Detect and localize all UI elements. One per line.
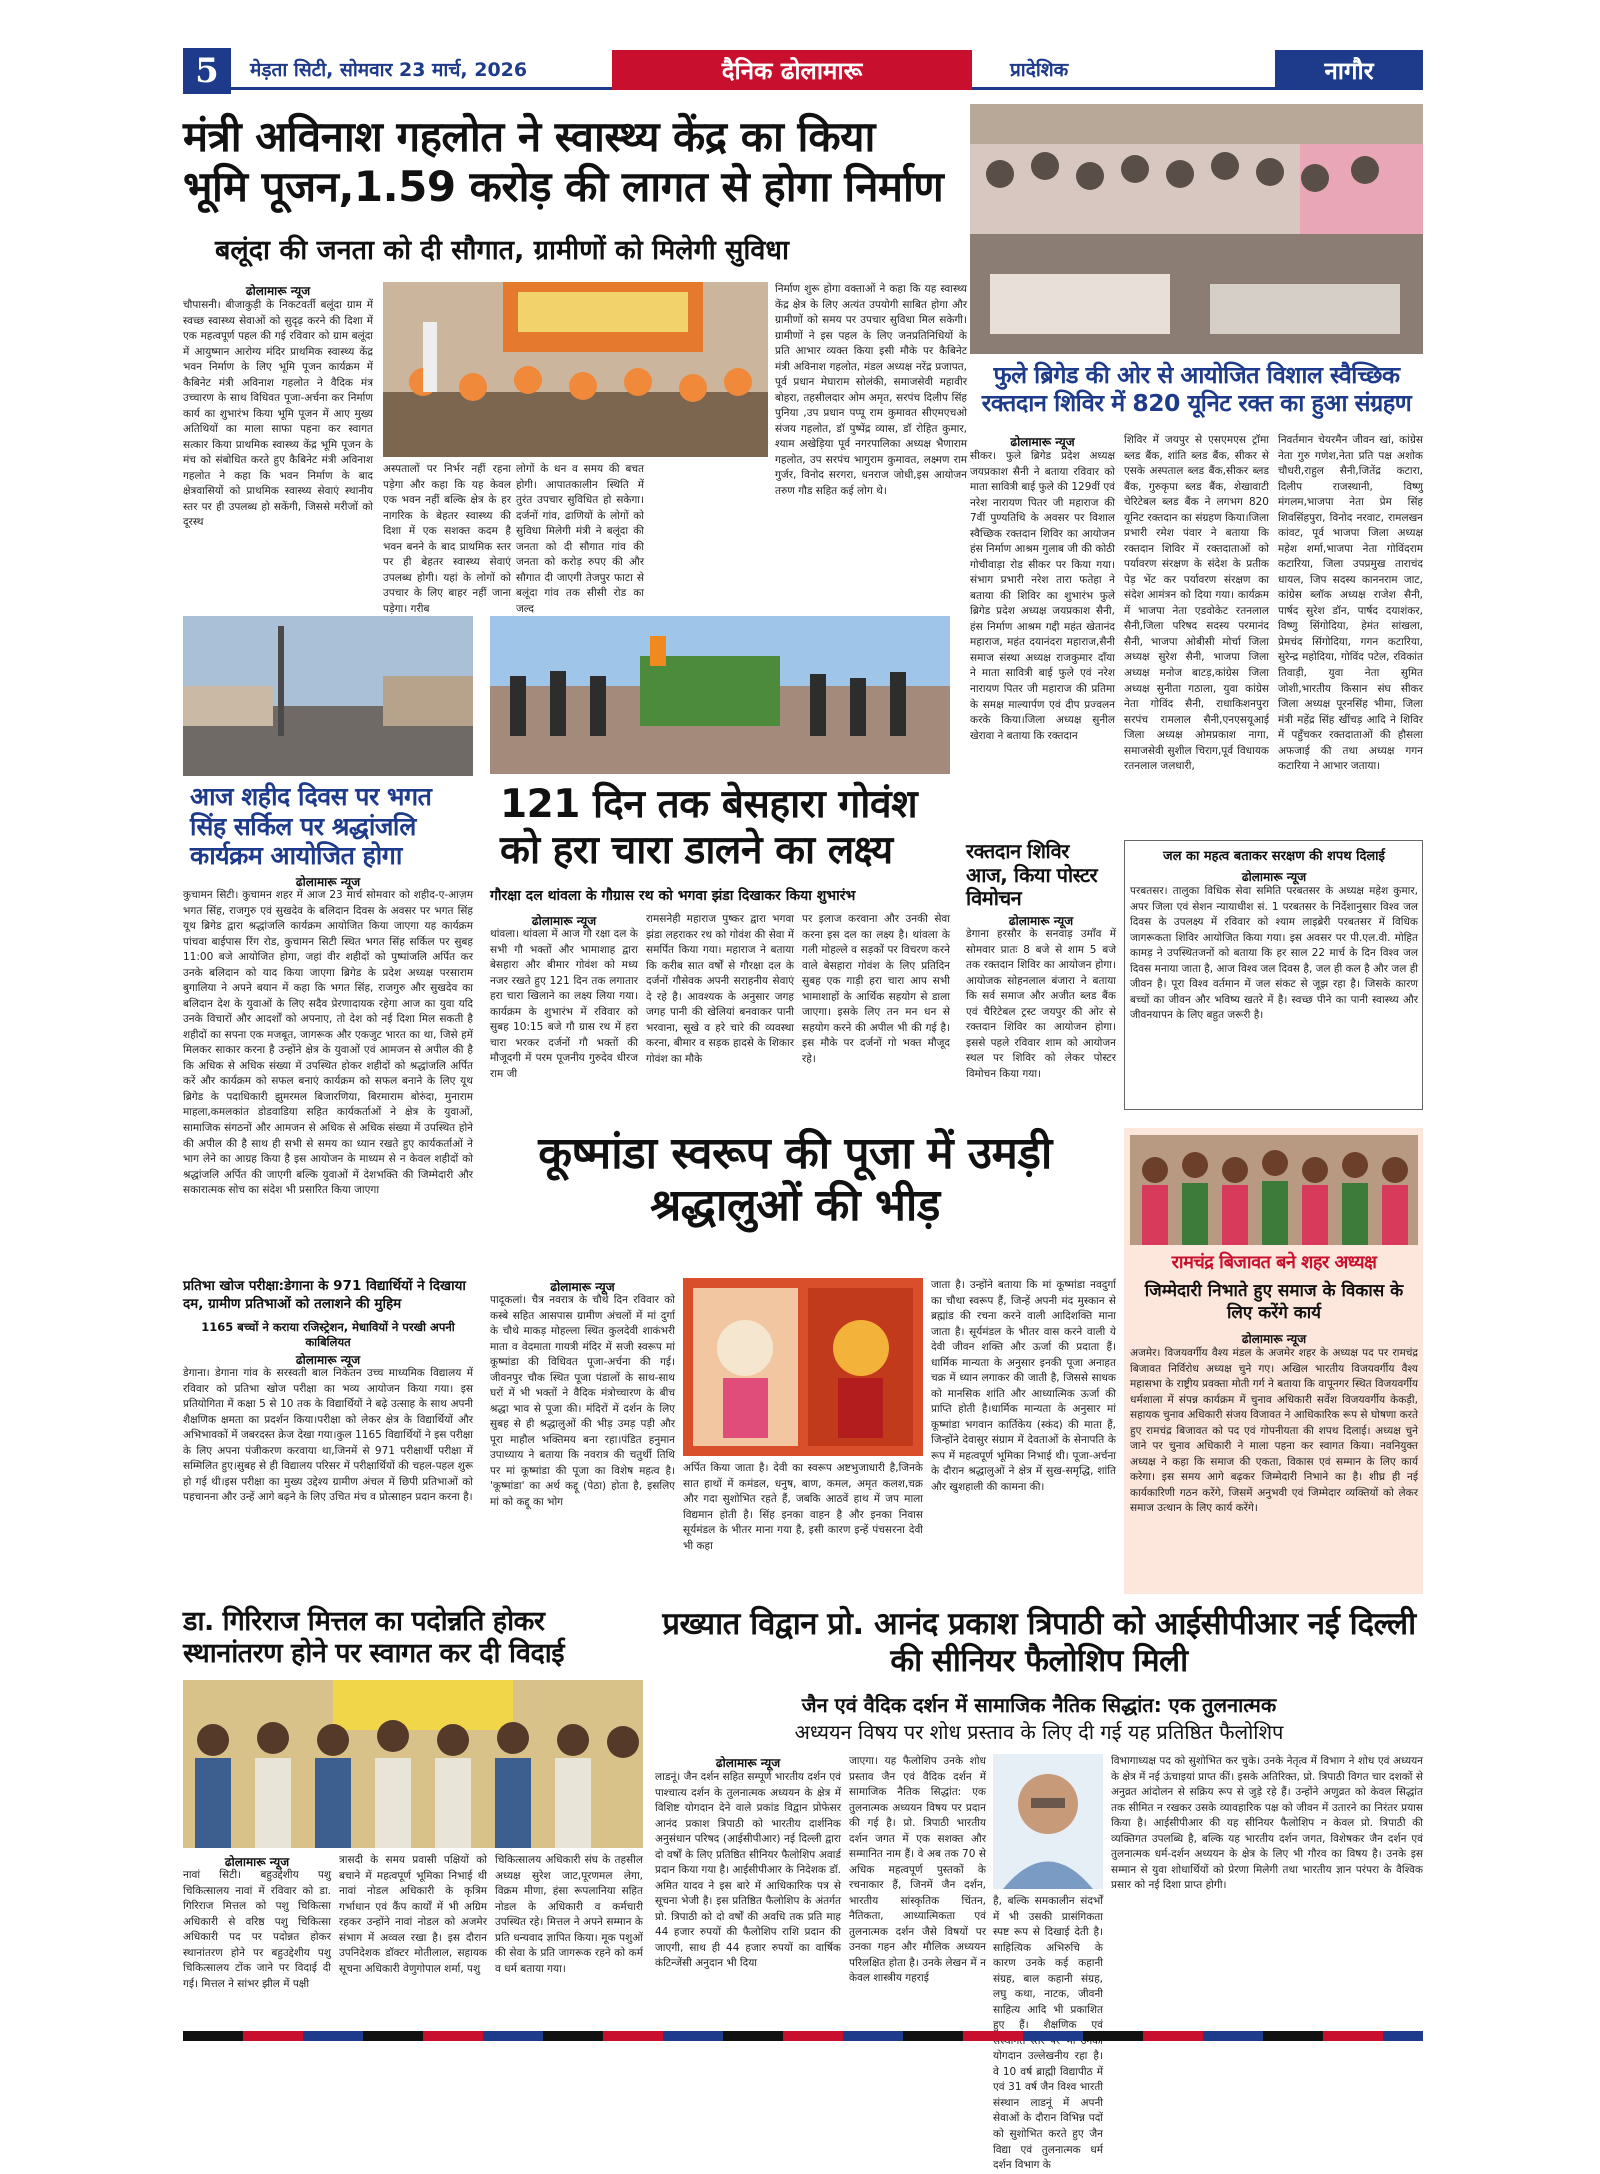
tripathi-subhead-2: अध्ययन विषय पर शोध प्रस्ताव के लिए दी गई यह प्रतिष्ठित फैलोशिप [794, 1720, 1284, 1744]
poster-text: डेगाना हरसौर के सनवाड़ उमाँव में सोमवार प्रातः 8 बजे से शाम 5 बजे तक रक्तदान शिविर का आयोजन होगा।आयोजक सोहनलाल बंजारा ने बताया कि सर्व समाज और अजीत ब्लड बैंक एवं चैरिटेबल ट्रस्ट जयपुर की ओर से रक्तदान शिविर का आयोजन होगा। इससे पहले रविवार शाम को आयोजन स्थल पर शिविर को लेकर पोस्टर विमोचन किया गया। [966, 928, 1116, 1080]
gauvansh-col-2: रामसनेही महाराज पुष्कर द्वारा भगवा झंडा लहराकर रथ को गोवंश की सेवा में समर्पित किया गया। महाराज ने बताया कि करीब सात वर्षों से गौरक्षा दल के दर्जनों गौसेवक अपनी सराहनीय सेवाएं दे रहे है। आवश्यक के अनुसार जगह जगह पानी की खेलियां बनवाकर पानी भरवाना, सूखे व हरे चारे की व्यवस्था करना, बीमार व सड़क हादसे के शिकार गोवंश का मौके [646, 913, 794, 1065]
pratibha-byline: ढोलामारू न्यूज [295, 1353, 361, 1367]
gauvansh-byline: ढोलामारू न्यूज [531, 914, 597, 928]
tripathi-col-3: है, बल्कि समकालीन संदर्भों में भी उसकी प्रासंगिकता स्पष्ट रूप से दिखाई देती है। साहित्यिक अभिरुचि के कारण उनके कई कहानी संग्रह, बाल कहानी संग्रह, लघु कथा, नाटक, जीवनी साहित्य आदि भी प्रकाशित हुए हैं। शैक्षणिक एवं योगदान उल्लेखनीय रहा है। वे 10 वर्ष ब्राह्मी विद्यापीठ में एवं 31 वर्ष जैन विश्व भारती संस्थान लाडनूं में अपनी सेवाओं के दौरान विभिन्न पदों को सुशोभित करते हुए जैन विद्या एवं तुलनात्मक धर्म दर्शन विभाग के [993, 1895, 1103, 2172]
tripathi-portrait [993, 1754, 1103, 1889]
kushmanda-col-3: जाता है। उन्होंने बताया कि मां कूष्मांडा नवदुर्गा का चौथा स्वरूप हैं, जिन्हें अपनी मंद मुस्कान से ब्रह्मांड की रचना करने वाली आदिशक्ति माना जाता है। सूर्यमंडल के भीतर वास करने वाली ये देवी जीवन शक्ति और ऊर्जा की प्रदाता हैं। धार्मिक मान्यता के अनुसार इनकी पूजा अनाहत चक्र में ध्यान लगाकर की जाती है, जिससे साधक को मानसिक शांति और आध्यात्मिक ऊर्जा की प्राप्ति होती है।धार्मिक मान्यता के अनुसार मां कूष्मांडा भगवान कार्तिकेय (स्कंद) की माता हैं, जिन्होंने देवासुर संग्राम में देवताओं के सेनापति के रूप में महत्वपूर्ण भूमिका निभाई थी। पूजा-अर्चना के दौरान श्रद्धालुओं ने क्षेत्र में सुख-समृद्धि, शांति और खुशहाली की कामना की। [931, 1279, 1116, 1493]
jal-byline: ढोलामारू न्यूज [1241, 870, 1307, 884]
gauvansh-col-1: थांवला। थांवला में आज गौ रक्षा दल के सभी गौ भक्तों और भामाशाह द्वारा बेसहारा और बीमार गोवंश को मध्य नजर रखते हुए 121 दिन तक लगातार हरा चारा खिलाने का लक्ष्य लिया गया। कार्यक्रम के शुभारंभ में रविवार को सुबह 10:15 बजे गौ ग्रास रथ में हरा चारा भरकर दर्जनों गौ भक्तों की मौजूदगी में परम पूजनीय गुरुदेव धीरज राम जी [490, 928, 638, 1080]
gauvansh-headline: 121 दिन तक बेसहारा गोवंश को हरा चारा डालने का लक्ष्य [500, 782, 918, 874]
tripathi-col-4: विभागाध्यक्ष पद को सुशोभित कर चुके। उनके नेतृत्व में विभाग ने शोध एवं अध्ययन के क्षेत्र में नई ऊंचाइयां प्राप्त कीं। इसके अतिरिक्त, प्रो. त्रिपाठी विगत चार दशकों से अनुव्रत आंदोलन से सक्रिय रूप से जुड़े रहे हैं। उन्होंने अणुव्रत को केवल सिद्धांत तक सीमित न रखकर उसके व्यावहारिक पक्ष को जीवन में उतारने का निरंतर प्रयास किया है। आईसीपीआर की यह सीनियर फैलोशिप न केवल प्रो. त्रिपाठी की व्यक्तिगत उपलब्धि है, बल्कि यह भारतीय दर्शन जगत, विशेषकर जैन दर्शन एवं तुलनात्मक धर्म-दर्शन अध्ययन के क्षेत्र के लिए भी गौरव का विषय है। उनके इस सम्मान से युवा शोधार्थियों को प्रेरणा मिलेगी तथा भारतीय ज्ञान परंपरा के वैश्विक प्रसार को नई दिशा प्राप्त होगी। [1111, 1755, 1423, 1892]
shaheed-byline: ढोलामारू न्यूज [295, 875, 361, 889]
lead-headline: मंत्री अविनाश गहलोत ने स्वास्थ्य केंद्र का किया भूमि पूजन,1.59 करोड़ की लागत से होगा निर्माण [183, 112, 944, 211]
tripathi-subhead-1: जैन एवं वैदिक दर्शन में सामाजिक नैतिक सिद्धांत: एक तुलनात्मक [801, 1693, 1277, 1717]
lead-byline: ढोलामारू न्यूज [245, 284, 311, 298]
mittal-col-3: चिकित्सालय अधिकारी संघ के तहसील अध्यक्ष सुरेश जाट,पूरणमल लेगा, विक्रम मीणा, हंसा रूपलानिया सहित नोडल के अधिकारी व कर्मचारी उपस्थित रहे। मित्तल ने अपने सम्मान के प्रति धन्यवाद ज्ञापित किया। मूक पशुओं की सेवा के प्रति जागरूक रहने को कर्म व धर्म बताया गया। [495, 1854, 643, 1975]
mittal-col-2: त्रासदी के समय प्रवासी पक्षियों को बचाने में महत्वपूर्ण भूमिका निभाई थी नावां नोडल अधिकारी के कृत्रिम गर्भाधान एवं कैंप कार्यों में भी अग्रिम रहकर उन्होंने नावां नोडल को अजमेर संभाग में अव्वल रखा है। इस दौरान उपनिदेशक डॉक्टर मोतीलाल, सहायक सूचना अधिकारी वेणुगोपाल शर्मा, पशु [339, 1854, 487, 1975]
lead-col-2: अस्पतालों पर निर्भर नहीं रहना पड़ेगा और कहा कि यह केवल एक भवन नहीं बल्कि क्षेत्र के हर नागरिक के बेहतर स्वास्थ्य की दिशा में एक सशक्त कदम है भवन बनने के बाद प्राथमिक स्तर पर ही बेहतर स्वास्थ्य सेवाएं उपलब्ध होगी। यहां के लोगों को उपचार के लिए बाहर नहीं जाना पड़ेगा। गरीब [383, 463, 511, 615]
gauvansh-subhead: गौरक्षा दल थांवला के गौग्रास रथ को भगवा झंडा दिखाकर किया शुभारंभ [490, 888, 856, 904]
ramchandra-photo [1130, 1135, 1418, 1245]
tripathi-col-2: जाएगा। यह फैलोशिप उनके शोध प्रस्ताव जैन एवं वैदिक दर्शन में सामाजिक नैतिक सिद्धांत: एक तुलनात्मक अध्ययन विषय पर प्रदान की गई है। प्रो. त्रिपाठी भारतीय दर्शन जगत में एक सशक्त और सम्मानित नाम हैं। वे अब तक 70 से अधिक महत्वपूर्ण पुस्तकों के रचनाकार हैं, जिनमें जैन दर्शन, भारतीय सांस्कृतिक चिंतन, नैतिकता, आध्यात्मिकता एवं तुलनात्मक दर्शन जैसे विषयों पर उनका गहन और मौलिक अध्ययन परिलक्षित होता है। उनके लेखन में न केवल शास्त्रीय गहराई [849, 1755, 986, 1985]
pratibha-subhead: 1165 बच्चों ने कराया रजिस्ट्रेशन, मेधावियों ने परखी अपनी काबिलियत [201, 1320, 455, 1349]
blood-col-3: निवर्तमान चेयरमैन जीवन खां, कांग्रेस नेता गुरु गणेश,नेता प्रति पक्ष अशोक चौधरी,राहुल सैनी,जितेंद्र कटारा, दिलीप राजस्थानी, विष्णु मंगलम,भाजपा नेता प्रेम सिंह शिवसिंहपुरा, विनोद नरवाट, रामलखन कांवट, पूर्व भाजपा जिला अध्यक्ष महेश शर्मा,भाजपा नेता गोविंदराम कटारिया, जिला उपप्रमुख ताराचंद धायल, जिप सदस्य काननराम जाट, कांग्रेस ब्लॉक अध्यक्ष राजेश सैनी, पार्षद सुरेश डॉन, पार्षद दयाशंकर, विष्णु सिंगोदिया, हेमंत सांखला, प्रेमचंद सिंगोदिया, गगन कटारिया, सुरेन्द्र महोदिया, गोविंद पटेल, रविकांत तिवाड़ी, युवा नेता सुमित जोशी,भारतीय किसान संघ सीकर जिला अध्यक्ष पूरनसिंह भीमा, जिला मंत्री महेंद्र सिंह खींचड़ आदि ने शिविर में पहुँचकर रक्तदाताओं की हौसला अफजाई की तथा अध्यक्ष गगन कटारिया ने आभार जताया। [1278, 434, 1423, 773]
newspaper-name: दैनिक ढोलामारू [612, 50, 972, 90]
lead-subhead: बलूंदा की जनता को दी सौगात, ग्रामीणों को मिलेगी सुविधा [215, 235, 790, 266]
jal-text: परबतसर। तालुका विधिक सेवा समिति परबतसर के अध्यक्ष महेश कुमार, अपर जिला एवं सेशन न्यायाधीश सं. 1 परबतसर के निर्देशानुसार विश्व जल दिवस के उपलक्ष्य में रविवार को श्याम लाइब्रेरी परबतसर में विधिक जागरूकता शिविर आयोजित किया गया। इस अवसर पर पी.एल.वी. मोहित कामड़ ने उपस्थितजनों को बताया कि हर साल 22 मार्च के दिन विश्व जल दिवस मनाया जाता है, आज विश्व जल दिवस है, जल ही कल है और जल ही जीवन है। पूरा विश्व वर्तमान में जल संकट से जूझ रहा है। जिसके कारण बच्चों का जीवन और भविष्य खतरे में है। स्वच्छ पीने का पानी स्वास्थ्य और जीवनयापन के लिए बहुत जरूरी है। [1130, 885, 1418, 1022]
blood-col-1: सीकर। फुले ब्रिगेड प्रदेश अध्यक्ष जयप्रकाश सैनी ने बताया रविवार को माता सावित्री बाई फुले की 129वीं एवं नरेश नारायण पितर जी महाराज की 7वीं पुण्यतिथि के अवसर पर विशाल स्वैच्छिक रक्तदान शिविर का आयोजन हंस निर्माण आश्रम गुलाब जी की कोठी गोचीवाड़ा रोड सीकर पर किया गया। संभाग प्रभारी नरेश तारा फतेहा ने बताया की शिविर का शुभारंभ फुले ब्रिगेड प्रदेश अध्यक्ष जयप्रकाश सैनी, हंस निर्माण आश्रम गद्दी महंत खेतानंद महाराज, महंत दयानंदरा महाराज,सैनी समाज संस्था अध्यक्ष राजकुमार दाँया ने माता सावित्री बाई फुले एवं नरेश नारायण पितर जी महाराज की प्रतिमा के समक्ष माल्यार्पण एवं दीप प्रज्वलन करके किया।जिला अध्यक्ष सुनील खेरावा ने बताया कि रक्तदान [970, 450, 1115, 742]
poster-headline: रक्तदान शिविर आज, किया पोस्टर विमोचन [966, 839, 1098, 911]
section-name: प्रादेशिक [1010, 59, 1069, 81]
ramchandra-subhead: जिम्मेदारी निभाते हुए समाज के विकास के लिए करेंगे कार्य [1144, 1281, 1404, 1324]
gauvansh-rath-photo [490, 616, 950, 774]
ramchandra-text: अजमेर। विजयवर्गीय वैश्य मंडल के अजमेर शहर के अध्यक्ष पद पर रामचंद्र बिजावत निर्विरोध अध्यक्ष चुने गए। अखिल भारतीय विजयवर्गीय वैश्य महासभा के राष्ट्रीय प्रवक्ता मोती गर्ग ने बताया कि वापूनगर स्थित विजयवर्गीय धर्मशाला में संपन्न कार्यक्रम में चुनाव अधिकारी सर्वेश विजयवर्गीय केकड़ी, सहायक चुनाव अधिकारी संजय विजावत ने आधिकारिक रूप से घोषणा करते हुए रामचंद्र बिजावत को पद एवं गोपनीयता की शपथ दिलाई। अध्यक्ष चुने जाने पर चुनाव अधिकारी ने माला पहना कर स्वागत किया। नवनियुक्त अध्यक्ष ने कहा कि समाज की एकता, विकास एवं सम्मान के लिए कार्य करेगा। इस समय आगे बढ़कर जिम्मेदारी निभाने का है। शीघ्र ही नई कार्यकारिणी गठन करेंगे, जिसमें अनुभवी एवं जिम्मेदार व्यक्तियों को लेकर समाज उत्थान के लिए कार्य करेंगे। [1130, 1347, 1418, 1515]
ramchandra-byline: ढोलामारू न्यूज [1241, 1332, 1307, 1346]
shaheed-headline: आज शहीद दिवस पर भगत सिंह सर्किल पर श्रद्धांजलि कार्यक्रम आयोजित होगा [190, 782, 432, 870]
pratibha-headline: प्रतिभा खोज परीक्षा:डेगाना के 971 विद्यार्थियों ने दिखाया दम, ग्रामीण प्रतिभाओं को तलाशने की मुहिम [183, 1278, 466, 1312]
tripathi-col-1: लाडनूं। जैन दर्शन सहित सम्पूर्ण भारतीय दर्शन एवं पाश्चात्य दर्शन के तुलनात्मक अध्ययन के क्षेत्र में विशिष्ट योगदान देने वाले प्रकांड विद्वान प्रोफेसर आनंद प्रकाश त्रिपाठी को भारतीय दार्शनिक अनुसंधान परिषद (आईसीपीआर) नई दिल्ली द्वारा दो वर्षों के लिए प्रतिष्ठित सीनियर फैलोशिप अवार्ड प्रदान किया गया है। आईसीपीआर के निदेशक डॉ. अमित यादव ने इस बारे में आधिकारिक पत्र से सूचना भेजी है। इस प्रतिष्ठित फैलोशिप के अंतर्गत प्रो. त्रिपाठी को दो वर्षों की अवधि तक प्रति माह 44 हजार रुपयों की फैलोशिप राशि प्रदान की जाएगी, साथ ही 44 हजार रुपयों का वार्षिक कंटिन्जेंसी अनुदान भी दिया [655, 1771, 841, 1970]
poster-byline: ढोलामारू न्यूज [1008, 914, 1074, 928]
city-name: नागौर [1275, 50, 1423, 90]
date-line: मेड़ता सिटी, सोमवार 23 मार्च, 2026 [250, 59, 528, 81]
blood-camp-photo [970, 104, 1423, 354]
lead-photo [383, 282, 768, 457]
tripathi-byline: ढोलामारू न्यूज [715, 1756, 781, 1770]
mittal-farewell-photo [183, 1680, 643, 1848]
mittal-byline: ढोलामारू न्यूज [224, 1855, 290, 1869]
mittal-col-1: नावां सिटी। बहुउद्देशीय पशु चिकित्सालय नावां में रविवार को डा. गिरिराज मित्तल को पशु चिकित्सा अधिकारी से वरिष्ठ पशु चिकित्सा अधिकारी पद पर पदोन्नत होकर स्थानांतरण होने पर बहुउद्देशीय पशु चिकित्सालय टोंक जाने पर विदाई दी गई। मित्तल ने सांभर झील में पक्षी [183, 1869, 331, 1990]
kushmanda-col-2: अर्पित किया जाता है। देवी का स्वरूप अष्टभुजाधारी है,जिनके सात हाथों में कमंडल, धनुष, बाण, कमल, अमृत कलश,चक्र और गदा सुशोभित रहते हैं, जबकि आठवें हाथ में जप माला विद्यमान होती है। सिंह इनका वाहन है और इनका निवास सूर्यमंडल के भीतर माना गया है, इसी कारण इन्हें पंचसरना देवी भी कहा [683, 1462, 923, 1552]
lead-col-4: निर्माण शुरू होगा वक्ताओं ने कहा कि यह स्वास्थ्य केंद्र क्षेत्र के लिए अत्यंत उपयोगी साबित होगा और ग्रामीणों को समय पर उपचार सुविधा मिल सकेगी। ग्रामीणों ने इस पहल के लिए जनप्रतिनिधियों के प्रति आभार व्यक्त किया इसी मौके पर कैबिनेट मंत्री अविनाश गहलोत, मंडल अध्यक्ष नरेंद्र प्रजापत, पूर्व प्रधान मेघाराम सोलंकी, समाजसेवी महावीर बोहरा, तहसीलदार ओम अमृत, सरपंच दिलीप सिंह पुनिया ,उप प्रधान पप्पू राम कुमावत सीएमएचओ संजय गहलोत, डॉ पुष्पेंद्र व्यास, डॉ रोहित कुमार, श्याम अखेड़िया पूर्व नगरपालिका अध्यक्ष भैणाराम गहलोत, उप सरपंच भागुराम कुमावत, लक्ष्मण राम गुर्जर, विनोद सरगरा, धनराज जोधी,इस आयोजन तरुण गौड सहित कई लोग थे। [775, 283, 967, 497]
lead-col-1: चौपासनी। बीजाकुड़ी के निकटवर्ती बलूंदा ग्राम में स्वच्छ स्वास्थ्य सेवाओं को सुदृढ़ करने की दिशा में एक महत्वपूर्ण पहल की गई रविवार को ग्राम बलूंदा में आयुष्मान आरोग्य मंदिर प्राथमिक स्वास्थ्य केंद्र भवन निर्माण के लिए भूमि पूजन कार्यक्रम में कैबिनेट मंत्री अविनाश गहलोत ने वैदिक मंत्र उच्चारण के साथ विधिवत पूजा-अर्चना कर निर्माण कार्य का शुभारंभ किया भूमि पूजन में आए मुख्य अतिथियों का माला साफा पहना कर स्वागत सत्कार किया प्राथमिक स्वास्थ्य केंद्र भूमि पूजन के मंच को संबोधित करते हुए कैबिनेट मंत्री अविनाश गहलोत ने कहा कि भवन निर्माण के बाद क्षेत्रवासियों को प्राथमिक स्वास्थ्य सेवाएं स्थानीय स्तर पर ही उपलब्ध हो सकेंगी, जिससे मरीजों को दूरस्थ [183, 299, 373, 529]
lead-col-3: लोगों के धन व समय की बचत होगी। आपातकालीन स्थिति में तुरंत उपचार सुविधित हो सकेगा। दर्जनों गांव, ढाणियों के लोगों को सुविधा मिलेगी मंत्री ने बलूंदा की जनता को दी सौगात गांव की जनता को करोड़ रुपए की और सौगात दी जाएगी तेजपुर फाटा से बलूंदा गांव तक सीसी रोड का जल्द [516, 463, 644, 615]
kushmanda-col-1: पादूकलां। चैत्र नवरात्र के चौथे दिन रविवार को कस्बे सहित आसपास ग्रामीण अंचलों में मां दुर्गा के चौथे माकड़ मोहल्ला स्थित कुलदेवी शाकंभरी माता व वेदमाता गायत्री मंदिर में सजी स्वरूप मां कूष्मांडा की विधिवत पूजा-अर्चना की गई। जीवनपुर चौक स्थित पूजा पंडालों के साथ-साथ घरों में भी भक्तों ने वैदिक मंत्रोच्चारण के बीच श्रद्धा भाव से पूजा की। मंदिरों में दर्शन के लिए सुबह से ही श्रद्धालुओं की भीड़ उमड़ पड़ी और पूरा माहौल भक्तिमय बना रहा।पंडित हनुमान उपाध्याय ने बताया कि नवरात्र की चतुर्थी तिथि पर मां कूष्मांडा की पूजा का विशेष महत्व है। 'कूष्मांडा' का अर्थ कद्दू (पेठा) होता है, इसलिए मां को कद्दू का भोग [490, 1294, 675, 1508]
blood-headline: फुले ब्रिगेड की ओर से आयोजित विशाल स्वैच्छिक रक्तदान शिविर में 820 यूनिट रक्त का हुआ संग्रहण [981, 361, 1412, 417]
footer-strip [183, 2031, 1423, 2041]
blood-col-2: शिविर में जयपुर से एसएमएस ट्रॉमा ब्लड बैंक, शांति ब्लड बैंक, सीकर से एसके अस्पताल ब्लड बैंक,सीकर ब्लड बैंक, गुरुकृपा ब्लड बैंक, शेखावाटी चेरिटेबल ब्लड बैंक ने लगभग 820 यूनिट रक्तदान का संग्रहण किया।जिला प्रभारी रमेश पंवार ने बताया कि रक्तदान शिविर में रक्तदाताओं को पर्यावरण संरक्षण के संदेश के प्रतीक पेड़ भेंट कर पर्यावरण संरक्षण का संदेश आमंत्रन को दिया गया। कार्यक्रम में भाजपा नेता एडवोकेट रतनलाल सैनी,जिला परिषद सदस्य परमानंद सैनी, भाजपा ओबीसी मोर्चा जिला अध्यक्ष सुरेश सैनी, भाजपा जिला अध्यक्ष मनोज बाटड़,कांग्रेस जिला अध्यक्ष सुनीता गठाला, युवा कांग्रेस नेता गोविंद सैनी, राधाकिशनपुरा सरपंच रामलाल सैनी,एनएसयूआई जिला अध्यक्ष ओमप्रकाश नागा, समाजसेवी सुशील चिराग,पूर्व विधायक रतनलाल जलधारी, [1124, 434, 1269, 773]
kushmanda-byline: ढोलामारू न्यूज [550, 1280, 615, 1294]
tripathi-headline: प्रख्यात विद्वान प्रो. आनंद प्रकाश त्रिपाठी को आईसीपीआर नई दिल्ली की सीनियर फैलोशिप मिली [662, 1606, 1416, 1679]
gauvansh-col-3: पर इलाज करवाना और उनकी सेवा करना इस दल का लक्ष्य है। थांवला के गली मोहल्ले व सड़कों पर विचरण करने वाले बेसहारा गोवंश के लिए प्रतिदिन सुबह एक गाड़ी हरा चारा आप सभी भामाशाहों के आर्थिक सहयोग से डाला जाएगा। इसके लिए तन मन धन से सहयोग करने की अपील भी की गई है। इस मौके पर दर्जनों गो भक्त मौजूद रहे। [802, 913, 950, 1065]
page-number: 5 [183, 48, 231, 94]
bhagat-singh-circle-photo [183, 616, 473, 776]
pratibha-text: डेगाना। डेगाना गांव के सरस्वती बाल निकेतन उच्च माध्यमिक विद्यालय में रविवार को प्रतिभा खोज परीक्षा का भव्य आयोजन किया गया। इस प्रतियोगिता में कक्षा 5 से 10 तक के विद्यार्थियों ने बढ़े उत्साह के साथ अपनी शैक्षणिक क्षमता का प्रदर्शन किया।परीक्षा को लेकर क्षेत्र के विद्यार्थियों और अभिभावकों में जबरदस्त क्रेज देखा गया।कुल 1165 विद्यार्थियों ने इस परीक्षा के लिए अपना पंजीकरण करवाया था,जिनमें से 971 परीक्षार्थी परीक्षा में सम्मिलित हुए।सुबह से ही विद्यालय परिसर में परीक्षार्थियों की चहल-पहल शुरू हो गई थी।इस परीक्षा का मुख्य उद्देश्य ग्रामीण अंचल में छिपी प्रतिभाओं को पहचानना और उन्हें आगे बढ़ने के लिए उचित मंच व प्रोत्साहन प्रदान करना है। [183, 1367, 473, 1504]
devi-idol-photo [683, 1278, 923, 1456]
shaheed-text: कुचामन सिटी। कुचामन शहर में आज 23 मार्च सोमवार को शहीद-ए-आज़म भगत सिंह, राजगुरु एवं सुखदेव के बलिदान दिवस के अवसर पर भगत सिंह यूथ ब्रिगेड द्वारा श्रद्धांजलि कार्यक्रम आयोजित किया जाएगा यह कार्यक्रम पांचवा बाईपास रिंग रोड, कुचामन सिटी स्थित भगत सिंह सर्किल पर सुबह 11:00 बजे आयोजित होगा, जहां वीर शहीदों को पुष्पांजलि अर्पित कर उनके बलिदान को याद किया जाएगा ब्रिगेड के प्रदेश अध्यक्ष परसाराम बुगालिया ने अपने बयान में कहा कि भगत सिंह, राजगुरु और सुखदेव का बलिदान देश के युवाओं के लिए सदैव प्रेरणादायक रहेगा आज का युवा यदि उनके विचारों और आदर्शों को अपनाए, तो देश को नई दिशा मिल सकती है शहीदों का सपना एक मजबूत, जागरूक और एकजुट भारत का था, जिसे हमें मिलकर साकार करना है उन्होंने क्षेत्र के युवाओं एवं आमजन से अपील की है कि अधिक से अधिक संख्या में उपस्थित होकर शहीदों को श्रद्धांजलि अर्पित करें और कार्यक्रम को सफल बनाएं कार्यक्रम को सफल बनाने के लिए यूथ ब्रिगेड के पदाधिकारी झुमरमल बिजारणिया, बिरमाराम बोरुंदा, मुनाराम माहला,कमलकांत डोडवाडिया सहित कार्यकर्ताओं ने क्षेत्र के युवाओं, सामाजिक संगठनों और आमजन से अधिक से अधिक संख्या में उपस्थित होने की अपील की है साथ ही सभी से समय का ध्यान रखते हुए कार्यकर्ताओं ने भाग लेने का आग्रह किया है इस आयोजन के माध्यम से न केवल शहीदों को श्रद्धांजलि अर्पित की जाएगी बल्कि युवाओं में देशभक्ति की जिम्मेदारी और सकारात्मक सोच का संदेश भी प्रसारित किया जाएगा [183, 889, 473, 1197]
kushmanda-headline: कूष्मांडा स्वरूप की पूजा में उमड़ी श्रद्धालुओं की भीड़ [538, 1128, 1052, 1231]
blood-byline: ढोलामारू न्यूज [1010, 435, 1075, 449]
mittal-headline: डा. गिरिराज मित्तल का पदोन्नति होकर स्थानांतरण होने पर स्वागत कर दी विदाई [183, 1606, 565, 1669]
ramchandra-headline: रामचंद्र बिजावत बने शहर अध्यक्ष [1171, 1252, 1377, 1273]
jal-headline: जल का महत्व बताकर सरक्षण की शपथ दिलाई [1163, 849, 1385, 864]
